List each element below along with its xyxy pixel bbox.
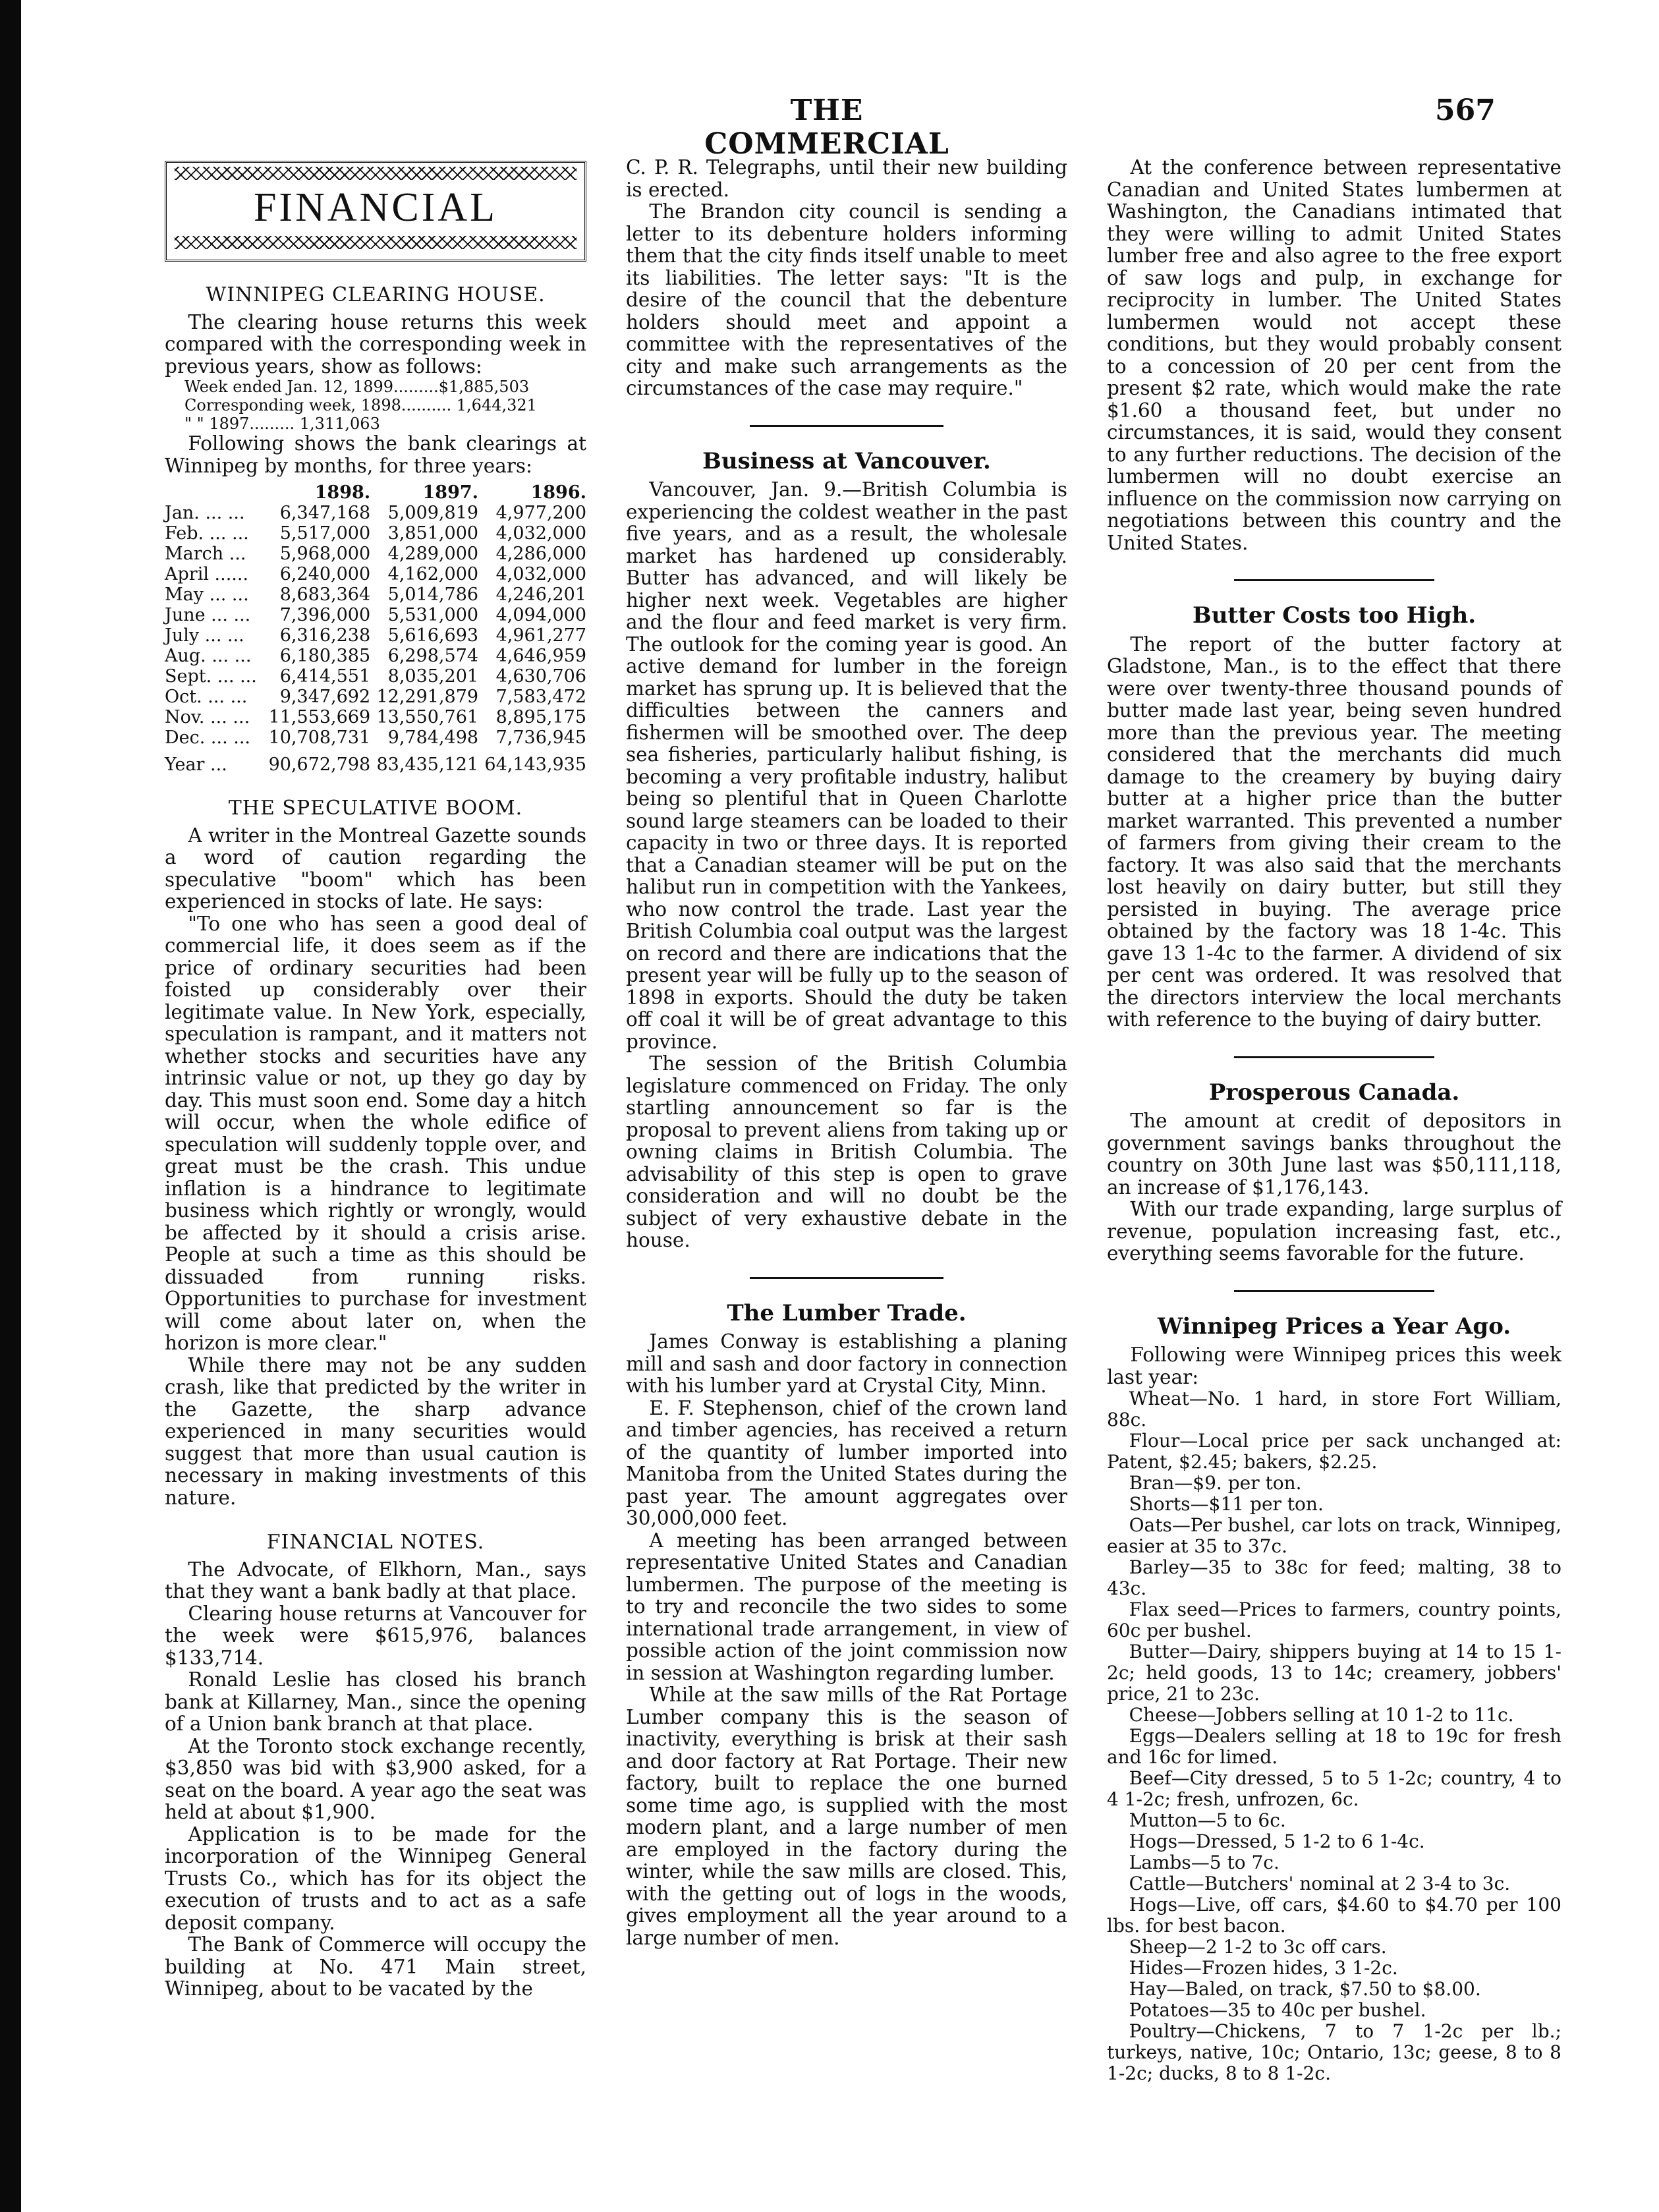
lumber-paragraph: E. F. Stephenson, chief of the crown land and timber agencies, has received a return of the quantity of lumber imported into Manitoba from the United States during the past year. The amount aggregates over 30,000,000 feet. [626,1396,1067,1529]
section-divider [750,1277,944,1279]
financial-banner-text: FINANCIAL [253,185,498,230]
clearings-table [165,482,586,775]
price-item: Poultry—Chickens, 7 to 7 1-2c per lb.; turkeys, native, 10c; Ontario, 13c; geese, 8 to 8 1-2c; ducks, 8 to 8 1-2c. [1107,2020,1561,2084]
value-cell: 5,014,786 [387,584,479,605]
clearing-intro-2: Following shows the bank clearings at Winnipeg by months, for three years: [165,432,586,477]
value-cell: 4,286,000 [495,544,586,564]
prosperous-paragraph: With our trade expanding, large surplus of revenue, population increasing fast, etc., everything seems favorable for the future. [1107,1198,1561,1264]
month-cell: Dec. ... ... [165,727,250,748]
clearing-heading: WINNIPEG CLEARING HOUSE. [206,283,546,306]
value-cell: 4,977,200 [495,503,586,523]
financial-banner [165,161,586,262]
value-cell: 4,032,000 [495,523,586,544]
value-cell: 3,851,000 [387,523,479,544]
column-3 [1107,157,1561,2084]
value-cell: 4,646,959 [495,646,586,666]
price-item: Shorts—$11 per ton. [1129,1493,1324,1515]
table-total-row [165,748,586,775]
price-item: Potatoes—35 to 40c per bushel. [1129,1999,1426,2021]
month-cell: May ... ... [165,584,249,605]
price-item: Hides—Frozen hides, 3 1-2c. [1129,1957,1398,1979]
value-cell: 11,553,669 [268,707,371,727]
value-cell: 4,094,000 [495,605,586,625]
month-cell: Feb. ... ... [165,523,249,544]
butter-heading: Butter Costs too High. [1192,602,1476,629]
note-item: Ronald Leslie has closed his branch bank at Killarney, Man., since the opening of a Union bank branch at that place. [165,1668,586,1735]
note-item: The Bank of Commerce will occupy the building at No. 471 Main street, Winnipeg, about to be vacated by the [165,1933,586,2000]
value-cell: 8,895,175 [495,707,586,727]
week-line-2: Corresponding week, 1898.......... 1,644,321 [184,396,537,414]
price-item: Wheat—No. 1 hard, in store Fort William, 88c. [1107,1388,1561,1431]
clearing-intro: The clearing house returns this week compared with the corresponding week in previous years, show as follows: [165,310,586,378]
note-item: The Advocate, of Elkhorn, Man., says that they want a bank badly at that place. [165,1558,586,1602]
total-label-cell: Year ... [165,754,227,775]
price-item: Oats—Per bushel, car lots on track, Winnipeg, easier at 35 to 37c. [1107,1514,1561,1557]
price-item: Lambs—5 to 7c. [1129,1852,1279,1873]
table-row [165,544,586,564]
column-2 [626,157,1067,1949]
vancouver-paragraph: The session of the British Columbia legislature commenced on Friday. The only startling announcement so far is the proposal to prevent aliens from taking up or owning claims in British Columbia. The advisability of this step is open to grave consideration and will no doubt be the subject of very exhaustive debate in the house. [626,1052,1067,1251]
total-cell: 64,143,935 [484,754,586,775]
total-cell: 83,435,121 [376,754,479,775]
value-cell: 8,683,364 [279,584,371,605]
section-divider [750,425,944,427]
price-item: Bran—$9. per ton. [1129,1472,1302,1494]
price-item: Barley—35 to 38c for feed; malting, 38 to 43c. [1107,1556,1561,1599]
page-number: 567 [1435,94,1496,127]
value-cell: 5,968,000 [279,544,371,564]
prices-list [1107,1388,1561,2084]
price-item: Cattle—Butchers' nominal at 2 3-4 to 3c. [1129,1873,1511,1894]
value-cell: 7,396,000 [279,605,371,625]
brandon-paragraph: The Brandon city council is sending a letter to its debenture holders informing them that the city finds itself unable to meet its liabilities. The letter says: "It is the desire of the council that the debenture holders should meet and appoint a committee with the representatives of the city and make such arrangements as the circumstances of the case may require." [626,200,1067,399]
month-cell: April ...... [165,564,249,584]
prosperous-paragraph: The amount at credit of depositors in government savings banks throughout the country on 30th June last was $50,111,118, an increase of $1,176,143. [1107,1110,1561,1199]
price-item: Beef—City dressed, 5 to 5 1-2c; country, 4 to 4 1-2c; fresh, unfrozen, 6c. [1107,1767,1561,1810]
binding-edge [0,0,21,2212]
week-line-3: " " 1897......... 1,311,063 [184,414,380,433]
table-row [165,707,586,727]
table-row [165,666,586,687]
year-header: 1896. [530,482,586,503]
month-cell: Oct. ... ... [165,687,248,707]
price-item: Flour—Local price per sack unchanged at: Patent, $2.45; bakers, $2.25. [1107,1430,1561,1473]
price-item: Cheese—Jobbers selling at 10 1-2 to 11c. [1129,1704,1514,1726]
table-row [165,564,586,584]
column-1 [165,157,586,2000]
table-row [165,523,586,544]
note-item: At the Toronto stock exchange recently, $3,850 was bid with $3,900 asked, for a seat on the board. A year ago the seat was held at about $1,900. [165,1734,586,1823]
section-divider [1234,1056,1434,1058]
month-cell: Nov. ... ... [165,707,250,727]
price-item: Eggs—Dealers selling at 18 to 19c for fresh and 16c for limed. [1107,1725,1561,1768]
prosperous-heading: Prosperous Canada. [1208,1079,1460,1106]
value-cell: 4,032,000 [495,564,586,584]
note-item: Clearing house returns at Vancouver for the week were $615,976, balances $133,714. [165,1602,586,1669]
table-row [165,727,586,748]
value-cell: 8,035,201 [387,666,479,687]
month-cell: June ... ... [165,605,251,625]
price-item: Sheep—2 1-2 to 3c off cars. [1129,1936,1387,1958]
price-item: Hay—Baled, on track, $7.50 to $8.00. [1129,1978,1481,2000]
table-header-row [165,482,586,503]
butter-paragraph: The report of the butter factory at Gladstone, Man., is to the effect that there were over twenty-three thousand pounds of butter made last year, being seven hundred more than the previous year. The meeting considered that the merchants did much damage to the creamery by buying dairy butter at a higher price than the butter market warranted. This prevented a number of farmers from giving their cream to the factory. It was also said that the merchants lost heavily on dairy butter, but still they persisted in buying. The average price obtained by the factory was 18 1-4c. This gave 13 1-4c to the farmer. A dividend of six per cent was ordered. It was resolved that the directors interview the local merchants with reference to the buying of dairy butter. [1107,633,1561,1031]
vancouver-paragraph: Vancouver, Jan. 9.—British Columbia is experiencing the coldest weather in the past five years, and as a result, the wholesale market has hardened up considerably. Butter has advanced, and will likely be higher next week. Vegetables are higher and the flour and feed market is very firm. The outlook for the coming year is good. An active demand for lumber in the foreign market has sprung up. It is believed that the difficulties between the canners and fishermen will be smoothed over. The deep sea fisheries, particularly halibut fishing, is becoming a very profitable industry, halibut being so plentiful that in Queen Charlotte sound large steamers can be loaded to their capacity in two or three days. It is reported that a Canadian steamer will be put on the halibut run in competition with the Yankees, who now control the trade. Last year the British Columbia coal output was the largest on record and there are indications that the present year will be fully up to the season of 1898 in exports. Should the duty be taken off coal it will be of great advantage to this province. [626,478,1067,1053]
month-cell: Jan. ... ... [165,503,245,523]
boom-heading: THE SPECULATIVE BOOM. [228,797,523,820]
table-row [165,605,586,625]
value-cell: 5,616,693 [387,625,479,646]
section-divider [1234,579,1434,581]
prices-heading: Winnipeg Prices a Year Ago. [1157,1313,1511,1340]
month-cell: July ... ... [165,625,244,646]
lumber-paragraph: A meeting has been arranged between representative United States and Canadian lumbermen. The purpose of the meeting is to try and reconcile the two sides to some international trade arrangement, in view of possible action of the joint commission now in session at Washington regarding lumber. [626,1529,1067,1684]
value-cell: 6,298,574 [387,646,479,666]
table-row [165,687,586,707]
month-cell: Aug. ... ... [165,646,252,666]
week-line-1: Week ended Jan. 12, 1899.........$1,885,503 [184,378,530,396]
month-header [165,482,262,503]
value-cell: 6,414,551 [279,666,371,687]
value-cell: 9,784,498 [387,727,479,748]
value-cell: 4,289,000 [387,544,479,564]
price-item: Mutton—5 to 6c. [1129,1809,1286,1831]
value-cell: 5,531,000 [387,605,479,625]
price-item: Hogs—Dressed, 5 1-2 to 6 1-4c. [1129,1830,1425,1852]
value-cell: 7,736,945 [495,727,586,748]
continuation-paragraph: C. P. R. Telegraphs, until their new building is erected. [626,156,1067,201]
value-cell: 4,162,000 [387,564,479,584]
value-cell: 4,961,277 [495,625,586,646]
banner-ornament-top [175,167,576,180]
value-cell: 6,347,168 [279,503,371,523]
year-header: 1897. [422,482,479,503]
table-row [165,584,586,605]
total-cell: 90,672,798 [268,754,371,775]
note-item: Application is to be made for the incorporation of the Winnipeg General Trusts Co., which has for its object the execution of trusts and to act as a safe deposit company. [165,1823,586,1934]
value-cell: 10,708,731 [268,727,371,748]
table-row [165,625,586,646]
price-item: Hogs—Live, off cars, $4.60 to $4.70 per 100 lbs. for best bacon. [1107,1894,1561,1937]
boom-paragraph: While there may not be any sudden crash, like that predicted by the writer in the Gazette, the sharp advance experienced in many securities would suggest that more than usual caution is necessary in making investments of this nature. [165,1353,586,1509]
vancouver-heading: Business at Vancouver. [702,447,991,474]
prices-intro: Following were Winnipeg prices this week last year: [1107,1344,1561,1388]
value-cell: 6,240,000 [279,564,371,584]
price-item: Flax seed—Prices to farmers, country points, 60c per bushel. [1107,1599,1561,1641]
value-cell: 13,550,761 [376,707,479,727]
boom-paragraph: A writer in the Montreal Gazette sounds a word of caution regarding the speculative "boom" which has been experienced in stocks of late. He says: [165,824,586,913]
conference-paragraph: At the conference between representative Canadian and United States lumbermen at Washington, the Canadians intimated that they were willing to admit United States lumber free and also agree to the free export of saw logs and pulp, in exchange for reciprocity in lumber. The United States lumbermen would not accept these conditions, but they would probably consent to a concession of 20 per cent from the present $2 rate, which would make the rate $1.60 a thousand feet, but under no circumstances, it is said, would they consent to any further reductions. The decision of the lumbermen will no doubt exercise an influence on the commission now carrying on negotiations between this country and the United States. [1107,156,1561,554]
value-cell: 5,517,000 [279,523,371,544]
notes-heading: FINANCIAL NOTES. [266,1531,485,1554]
year-header: 1898. [314,482,371,503]
value-cell: 5,009,819 [387,503,479,523]
month-cell: Sept. ... ... [165,666,257,687]
table-row [165,646,586,666]
lumber-paragraph: While at the saw mills of the Rat Portage Lumber company this is the season of inactivity, everything is brisk at their sash and door factory at Rat Portage. Their new factory, built to replace the one burned some time ago, is supplied with the most modern plant, and a large number of men are employed in the factory during the winter, while the saw mills are closed. This, with the getting out of logs in the woods, gives employment all the year around to a large number of men. [626,1684,1067,1949]
month-cell: March ... [165,544,246,564]
section-divider [1234,1290,1434,1292]
lumber-paragraph: James Conway is establishing a planing mill and sash and door factory in connection with his lumber yard at Crystal City, Minn. [626,1330,1067,1397]
value-cell: 7,583,472 [495,687,586,707]
lumber-heading: The Lumber Trade. [727,1299,967,1326]
banner-ornament-bottom [175,236,576,249]
value-cell: 9,347,692 [279,687,371,707]
boom-quote: "To one who has seen a good deal of commercial life, it does seem as if the price of ordinary securities had been foisted up considerably over their legitimate value. In New York, especially, speculation is rampant, and it matters not whether stocks and securities have any intrinsic value or not, up they go day by day. This must soon end. Some day a hitch will occur, when the whole edifice of speculation will suddenly topple over, and great must be the crash. This undue inflation is a hindrance to legitimate business which rightly or wrongly, would be affected by it should a crisis arise. People at such a time as this should be dissuaded from running risks. Opportunities to purchase for investment will come about later on, when the horizon is more clear." [165,912,586,1354]
table-row [165,503,586,523]
value-cell: 6,316,238 [279,625,371,646]
page-title: THE COMMERCIAL [704,94,949,161]
price-item: Butter—Dairy, shippers buying at 14 to 15 1-2c; held goods, 13 to 14c; creamery, jobbers' price, 21 to 23c. [1107,1641,1561,1705]
value-cell: 6,180,385 [279,646,371,666]
value-cell: 12,291,879 [376,687,479,707]
value-cell: 4,630,706 [495,666,586,687]
value-cell: 4,246,201 [495,584,586,605]
